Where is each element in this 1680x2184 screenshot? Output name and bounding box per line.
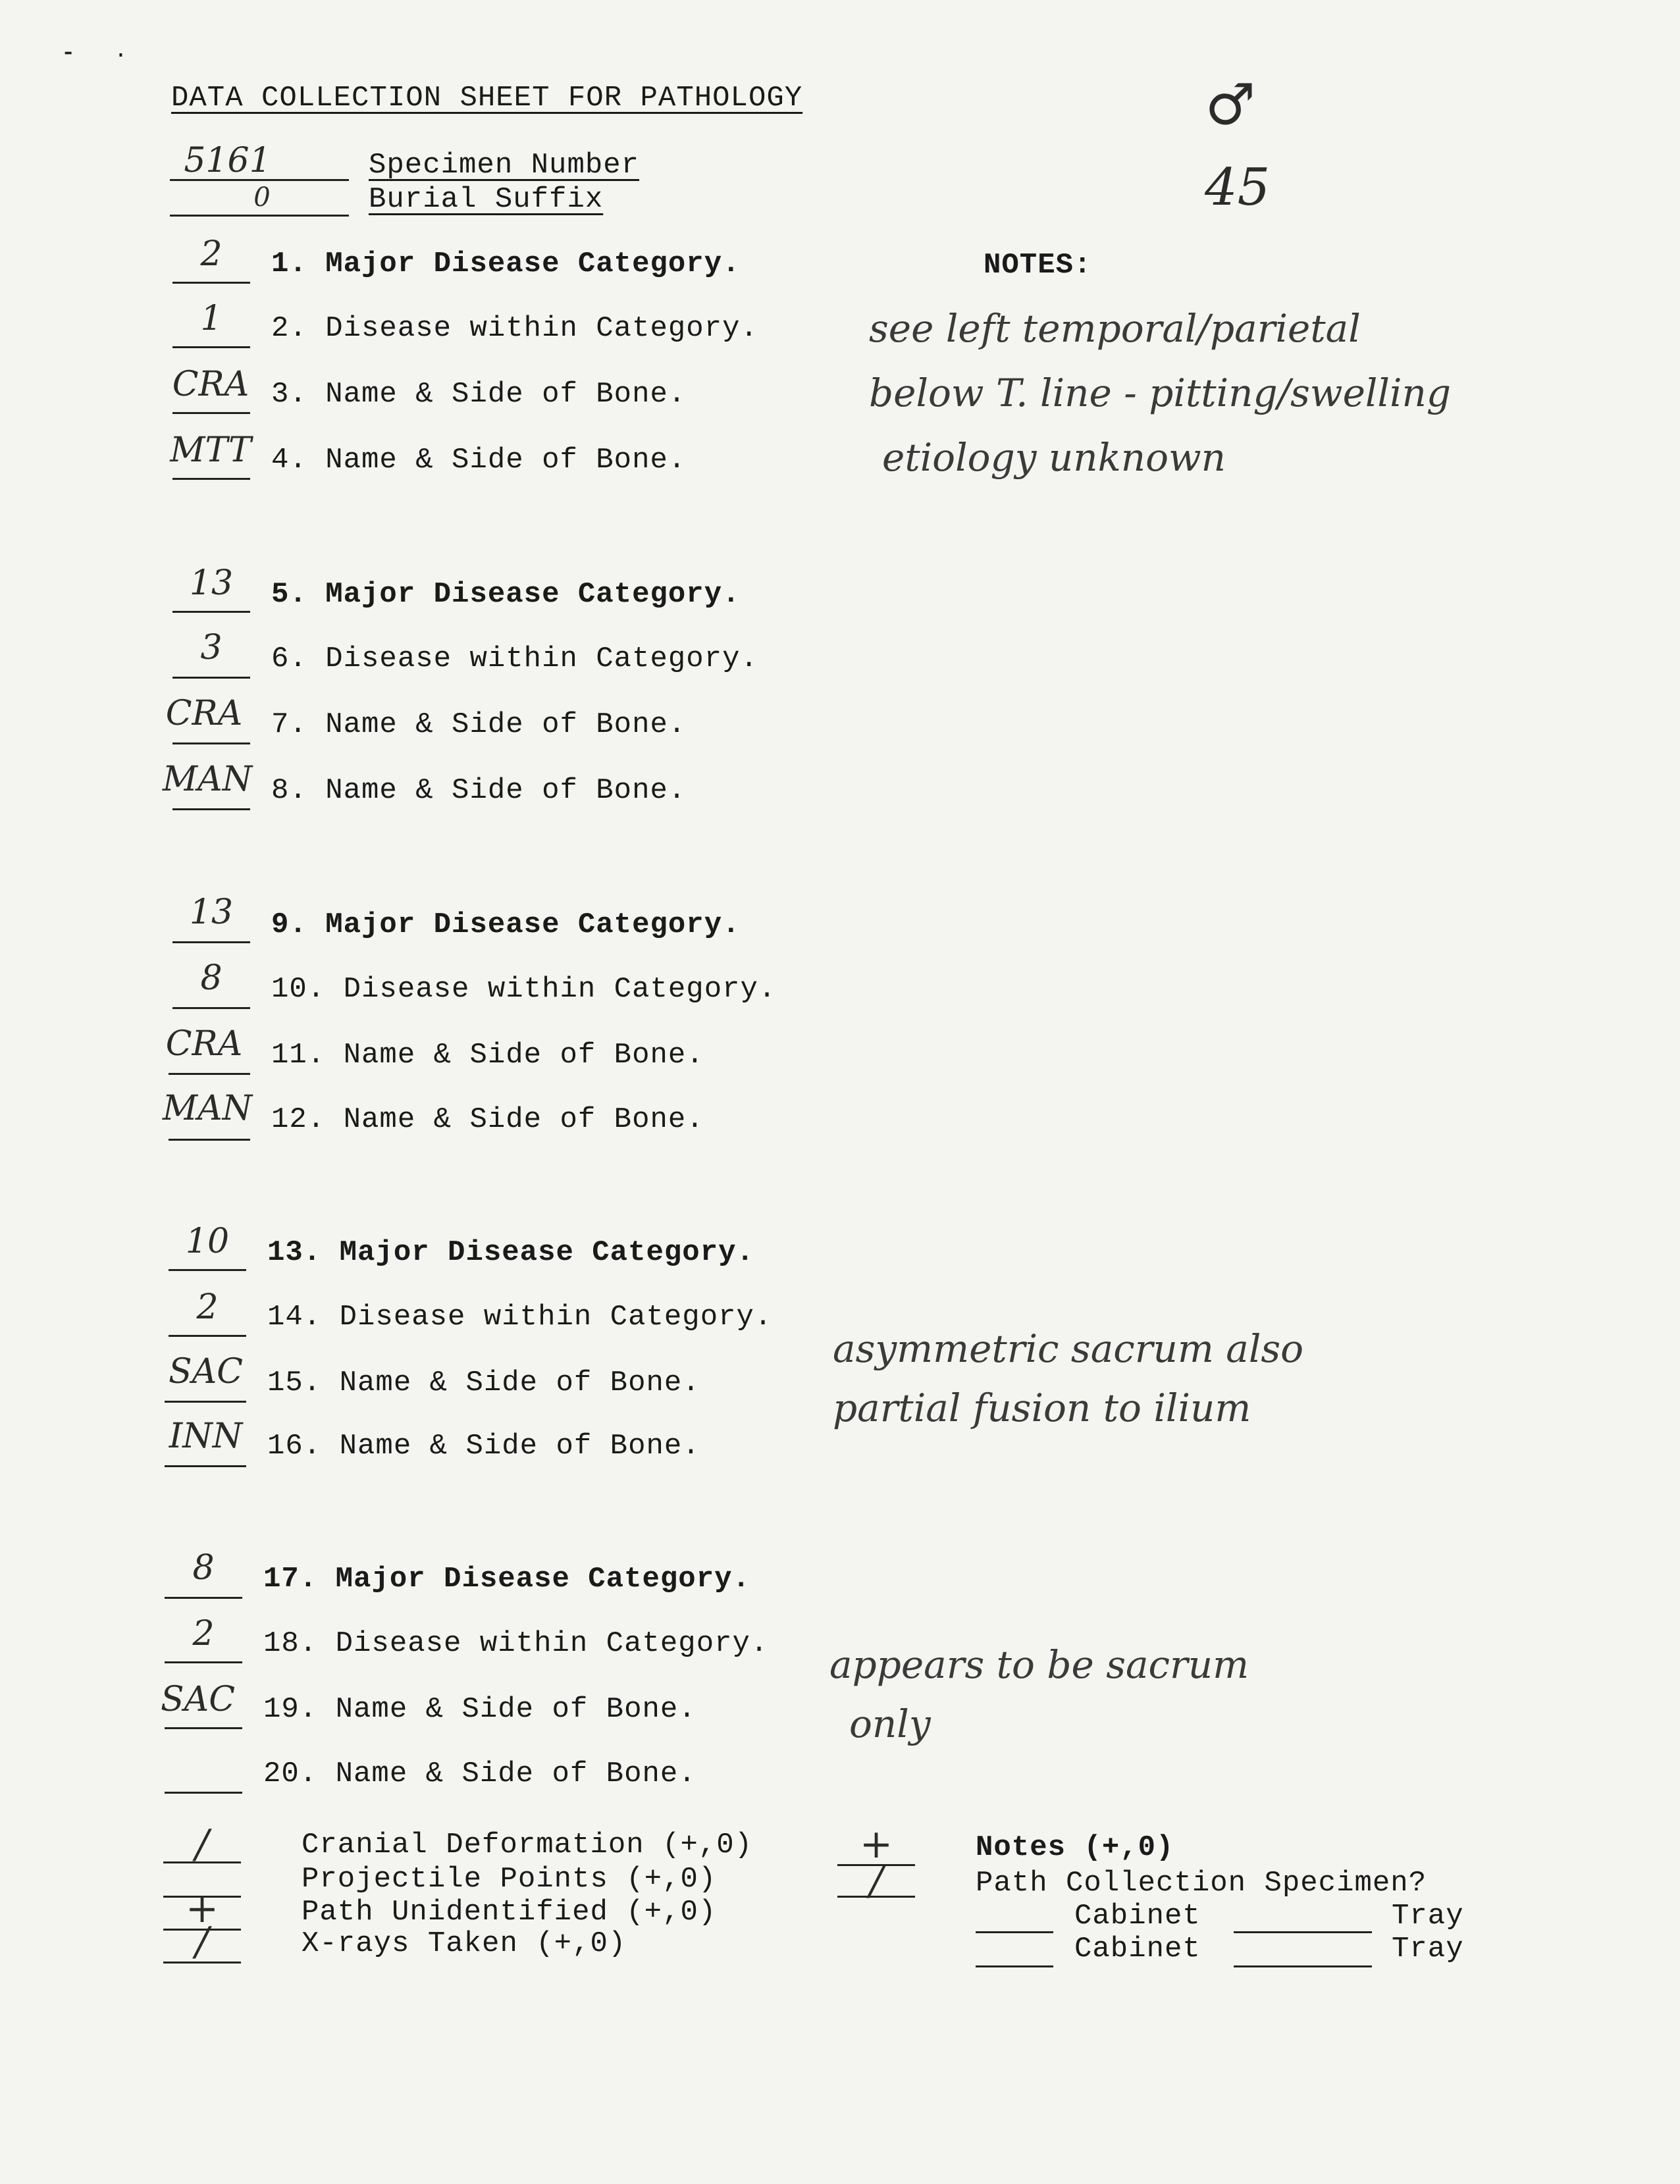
field-value: 2 (200, 234, 223, 274)
field-value: MAN (162, 1089, 253, 1128)
field-value: SAC (169, 1352, 243, 1391)
field-label: 16. Name & Side of Bone. (267, 1430, 700, 1463)
handwritten-note-line: see left temporal/parietal (869, 306, 1361, 351)
field-label: 12. Name & Side of Bone. (271, 1103, 704, 1136)
field-label: 15. Name & Side of Bone. (267, 1366, 700, 1399)
field-value: 1 (200, 299, 223, 338)
field-label: 7. Name & Side of Bone. (271, 708, 687, 741)
field-label: 6. Disease within Category. (271, 642, 758, 675)
field-label: 14. Disease within Category. (267, 1301, 773, 1334)
field-label: 10. Disease within Category. (271, 973, 777, 1006)
handwritten-note-line: etiology unknown (882, 435, 1226, 480)
field-label: 9. Major Disease Category. (271, 908, 741, 941)
field-value: CRA (172, 365, 249, 404)
field-label: 13. Major Disease Category. (267, 1236, 754, 1269)
field-value: CRA (165, 694, 243, 733)
field-value: / (195, 1919, 209, 1965)
field-value: 13 (189, 563, 234, 603)
burial-suffix-line (170, 215, 349, 217)
cabinet-label: Cabinet (1074, 1900, 1201, 1933)
handwritten-note-line: partial fusion to ilium (833, 1386, 1251, 1430)
field-value: 3 (200, 628, 223, 667)
age-value: 45 (1205, 158, 1271, 217)
field-value: 2 (196, 1287, 219, 1327)
field-label: 20. Name & Side of Bone. (263, 1757, 696, 1790)
field-value: SAC (161, 1680, 235, 1719)
field-label: 2. Disease within Category. (271, 312, 758, 345)
field-label: 18. Disease within Category. (263, 1627, 769, 1660)
handwritten-note-line: only (849, 1702, 931, 1746)
specimen-number-value: 5161 (184, 141, 271, 180)
field-label: 11. Name & Side of Bone. (271, 1039, 704, 1072)
field-value: + (185, 1886, 219, 1932)
cabinet-label: Cabinet (1074, 1933, 1201, 1965)
field-label: Path Unidentified (+,0) (302, 1896, 717, 1929)
handwritten-note-line: below T. line - pitting/swelling (869, 371, 1452, 415)
field-value: 8 (200, 958, 223, 998)
field-label: Projectile Points (+,0) (302, 1863, 717, 1896)
burial-suffix-label: Burial Suffix (369, 183, 604, 216)
field-value: 10 (185, 1222, 230, 1261)
field-label: 19. Name & Side of Bone. (263, 1693, 696, 1726)
handwritten-note-line: asymmetric sacrum also (833, 1326, 1304, 1371)
field-label: Cranial Deformation (+,0) (302, 1829, 753, 1861)
burial-suffix-value: 0 (253, 182, 271, 213)
form-title: DATA COLLECTION SHEET FOR PATHOLOGY (171, 82, 803, 115)
tray-label: Tray (1392, 1933, 1464, 1965)
field-value: 8 (192, 1548, 215, 1588)
field-label: 8. Name & Side of Bone. (271, 774, 687, 807)
handwritten-note-line: appears to be sacrum (829, 1642, 1249, 1687)
field-label: X-rays Taken (+,0) (302, 1927, 627, 1960)
field-label: 1. Major Disease Category. (271, 247, 741, 280)
field-label: 5. Major Disease Category. (271, 578, 741, 611)
specimen-number-label: Specimen Number (369, 149, 640, 182)
field-label: 3. Name & Side of Bone. (271, 378, 687, 411)
field-value: 13 (189, 893, 234, 932)
field-label: 17. Major Disease Category. (263, 1563, 750, 1596)
field-label: Notes (+,0) (976, 1831, 1174, 1864)
field-label: Path Collection Specimen? (976, 1867, 1427, 1900)
field-value: MTT (170, 430, 251, 470)
field-value: INN (169, 1417, 243, 1456)
sex-symbol: ♂ (1205, 72, 1256, 138)
notes-heading: NOTES: (984, 249, 1092, 282)
field-value: CRA (165, 1024, 243, 1064)
field-value: + (859, 1821, 893, 1867)
field-value: 2 (192, 1614, 215, 1653)
scan-specks: ⁃ · (63, 43, 128, 68)
tray-label: Tray (1392, 1900, 1464, 1933)
field-value: / (869, 1858, 883, 1904)
field-value: / (195, 1821, 209, 1867)
field-label: 4. Name & Side of Bone. (271, 444, 687, 477)
field-value: MAN (162, 760, 253, 799)
